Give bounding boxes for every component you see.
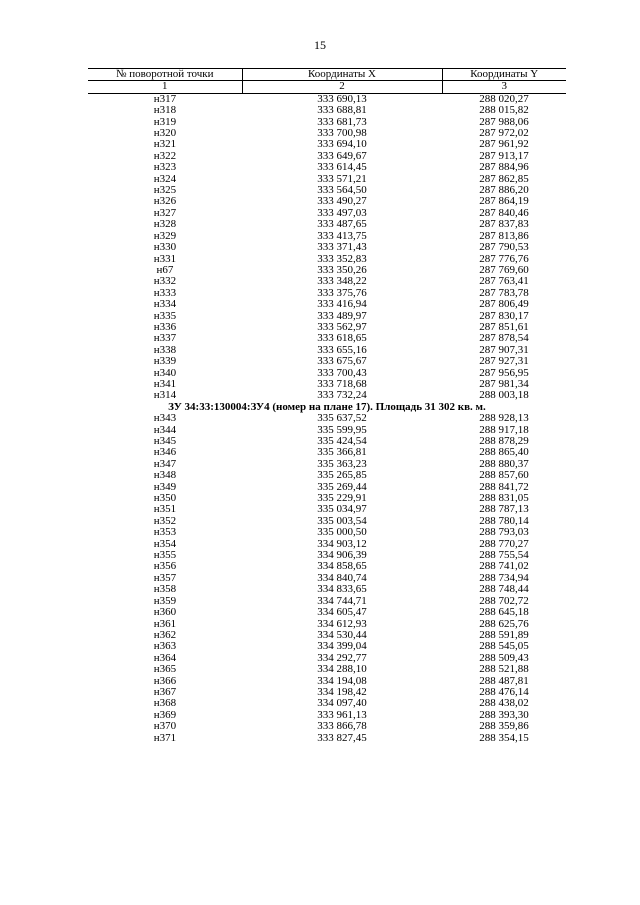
coordinate-x-cell: 333 489,97 <box>317 309 367 322</box>
coordinate-x-cell: 333 487,65 <box>317 218 367 231</box>
header-coordinate-y: Координаты Y <box>442 69 566 81</box>
point-number-cell: н347 <box>153 457 177 470</box>
coordinate-y-cell: 288 359,86 <box>479 720 529 733</box>
column-number-row <box>88 81 566 93</box>
coordinate-y-cell: 288 880,37 <box>479 457 529 470</box>
point-number-cell: н334 <box>153 298 177 311</box>
coordinate-x-cell: 334 858,65 <box>317 560 367 573</box>
table-row <box>88 242 566 253</box>
point-number-cell: н325 <box>153 184 177 197</box>
coordinate-x-cell: 334 833,65 <box>317 583 367 596</box>
coordinate-y-cell: 287 884,96 <box>479 161 529 174</box>
coordinate-x-cell: 335 599,95 <box>317 423 367 436</box>
coordinate-x-cell: 334 744,71 <box>317 594 367 607</box>
column-number-1: 1 <box>88 81 242 93</box>
point-number-cell: н355 <box>153 549 177 562</box>
coordinate-y-cell: 288 509,43 <box>479 651 529 664</box>
coordinate-y-cell: 287 840,46 <box>479 206 529 219</box>
coordinate-x-cell: 335 003,54 <box>317 514 367 527</box>
table-row <box>88 470 566 481</box>
point-number-cell: н365 <box>153 663 177 676</box>
coordinate-x-cell: 335 366,81 <box>317 446 367 459</box>
table-row <box>88 607 566 618</box>
coordinate-x-cell: 334 292,77 <box>317 651 367 664</box>
point-number-cell: н336 <box>153 320 177 333</box>
point-number-cell: н344 <box>153 423 177 436</box>
point-number-cell: н346 <box>153 446 177 459</box>
coordinate-y-cell: 287 981,34 <box>479 377 529 390</box>
coordinate-y-cell: 287 776,76 <box>479 252 529 265</box>
coordinate-x-cell: 334 605,47 <box>317 606 367 619</box>
coordinate-y-cell: 287 907,31 <box>479 343 529 356</box>
point-number-cell: н341 <box>153 377 177 390</box>
table-row <box>88 527 566 538</box>
point-number-cell: н324 <box>153 172 177 185</box>
coordinate-y-cell: 287 972,02 <box>479 127 529 140</box>
table-row <box>88 413 566 424</box>
table-row <box>88 356 566 367</box>
point-number-cell: н358 <box>153 583 177 596</box>
coordinate-x-cell: 333 571,21 <box>317 172 367 185</box>
header-row <box>88 69 566 81</box>
point-number-cell: н323 <box>153 161 177 174</box>
point-number-cell: н364 <box>153 651 177 664</box>
page-number: 15 <box>314 38 326 52</box>
coordinate-x-cell: 333 675,67 <box>317 355 367 368</box>
coordinate-x-cell: 333 352,83 <box>317 252 367 265</box>
coordinate-y-cell: 287 813,86 <box>479 229 529 242</box>
coordinate-y-cell: 288 591,89 <box>479 628 529 641</box>
point-number-cell: н333 <box>153 286 177 299</box>
table-row <box>88 641 566 652</box>
point-number-cell: н321 <box>153 138 177 151</box>
coordinate-y-cell: 288 393,30 <box>479 708 529 721</box>
coordinate-x-cell: 333 562,97 <box>317 320 367 333</box>
table-header <box>88 69 566 94</box>
header-coordinate-x: Координаты X <box>242 69 442 81</box>
coordinate-x-cell: 334 906,39 <box>317 549 367 562</box>
point-number-cell: н348 <box>153 469 177 482</box>
point-number-cell: н362 <box>153 628 177 641</box>
coordinate-y-cell: 288 702,72 <box>479 594 529 607</box>
coordinate-y-cell: 288 755,54 <box>479 549 529 562</box>
coordinate-x-cell: 333 497,03 <box>317 206 367 219</box>
header-point-number: № поворотной точки <box>88 69 242 81</box>
point-number-cell: н329 <box>153 229 177 242</box>
point-number-cell: н335 <box>153 309 177 322</box>
coordinate-y-cell: 287 956,95 <box>479 366 529 379</box>
coordinate-x-cell: 333 490,27 <box>317 195 367 208</box>
coordinate-x-cell: 335 363,23 <box>317 457 367 470</box>
coordinate-x-cell: 334 612,93 <box>317 617 367 630</box>
point-number-cell: н360 <box>153 606 177 619</box>
coordinate-x-cell: 335 265,85 <box>317 469 367 482</box>
coordinate-x-cell: 333 961,13 <box>317 708 367 721</box>
point-number-cell: н320 <box>153 127 177 140</box>
point-number-cell: н366 <box>153 674 177 687</box>
column-number-2: 2 <box>242 81 442 93</box>
table-body-b <box>88 413 566 744</box>
point-number-cell: н317 <box>153 92 177 105</box>
coordinate-y-cell: 288 793,03 <box>479 526 529 539</box>
coordinate-x-cell: 335 229,91 <box>317 492 367 505</box>
coordinate-x-cell: 334 097,40 <box>317 697 367 710</box>
coordinate-x-cell: 333 350,26 <box>317 263 367 276</box>
coordinate-x-cell: 333 614,45 <box>317 161 367 174</box>
coordinate-y-cell: 287 806,49 <box>479 298 529 311</box>
coordinate-y-cell: 288 003,18 <box>479 389 529 402</box>
coordinate-x-cell: 333 866,78 <box>317 720 367 733</box>
table-row <box>88 219 566 230</box>
coordinate-y-cell: 287 988,06 <box>479 115 529 128</box>
coordinate-y-cell: 288 645,18 <box>479 606 529 619</box>
point-number-cell: н343 <box>153 412 177 425</box>
point-number-cell: н359 <box>153 594 177 607</box>
point-number-cell: н369 <box>153 708 177 721</box>
coordinate-x-cell: 335 000,50 <box>317 526 367 539</box>
coordinate-y-cell: 288 354,15 <box>479 731 529 744</box>
point-number-cell: н371 <box>153 731 177 744</box>
point-number-cell: н350 <box>153 492 177 505</box>
coordinate-y-cell: 287 851,61 <box>479 320 529 333</box>
point-number-cell: н331 <box>153 252 177 265</box>
table-row <box>88 299 566 310</box>
coordinate-x-cell: 333 371,43 <box>317 241 367 254</box>
coordinate-x-cell: 335 034,97 <box>317 503 367 516</box>
point-number-cell: н338 <box>153 343 177 356</box>
coordinate-x-cell: 334 399,04 <box>317 640 367 653</box>
coordinate-x-cell: 333 618,65 <box>317 332 367 345</box>
point-number-cell: н367 <box>153 685 177 698</box>
coordinate-x-cell: 333 416,94 <box>317 298 367 311</box>
coordinate-y-cell: 288 770,27 <box>479 537 529 550</box>
point-number-cell: н361 <box>153 617 177 630</box>
coordinate-x-cell: 334 198,42 <box>317 685 367 698</box>
coordinate-y-cell: 288 748,44 <box>479 583 529 596</box>
coordinate-x-cell: 333 413,75 <box>317 229 367 242</box>
point-number-cell: н322 <box>153 149 177 162</box>
point-number-cell: н327 <box>153 206 177 219</box>
coordinate-y-cell: 287 961,92 <box>479 138 529 151</box>
coordinate-y-cell: 287 862,85 <box>479 172 529 185</box>
coordinate-y-cell: 288 857,60 <box>479 469 529 482</box>
coordinate-x-cell: 333 700,98 <box>317 127 367 140</box>
table-body-a <box>88 93 566 401</box>
point-number-cell: н328 <box>153 218 177 231</box>
coordinate-x-cell: 333 700,43 <box>317 366 367 379</box>
coordinate-y-cell: 288 878,29 <box>479 435 529 447</box>
coordinates-table <box>88 68 566 744</box>
point-number-cell: н330 <box>153 241 177 254</box>
coordinate-x-cell: 334 530,44 <box>317 628 367 641</box>
table-row <box>88 664 566 675</box>
point-number-cell: н332 <box>153 275 177 288</box>
table-row <box>88 733 566 744</box>
table-row <box>88 162 566 173</box>
table-row <box>88 276 566 287</box>
point-number-cell: н319 <box>153 115 177 128</box>
coordinate-x-cell: 334 903,12 <box>317 537 367 550</box>
column-number-3: 3 <box>442 81 566 93</box>
coordinate-y-cell: 288 928,13 <box>479 412 529 425</box>
coordinate-y-cell: 288 831,05 <box>479 492 529 505</box>
coordinate-x-cell: 333 564,50 <box>317 184 367 197</box>
coordinate-x-cell: 333 690,13 <box>317 92 367 105</box>
coordinate-y-cell: 287 790,53 <box>479 241 529 254</box>
coordinate-y-cell: 288 476,14 <box>479 685 529 698</box>
coordinate-x-cell: 333 649,67 <box>317 149 367 162</box>
coordinate-x-cell: 335 269,44 <box>317 480 367 493</box>
coordinate-y-cell: 287 878,54 <box>479 332 529 345</box>
coordinate-x-cell: 333 655,16 <box>317 343 367 356</box>
coordinate-y-cell: 287 864,19 <box>479 195 529 208</box>
coordinate-y-cell: 288 741,02 <box>479 560 529 573</box>
coordinate-x-cell: 335 424,54 <box>317 435 367 447</box>
coordinate-y-cell: 287 783,78 <box>479 286 529 299</box>
point-number-cell: н363 <box>153 640 177 653</box>
coordinate-y-cell: 287 769,60 <box>479 263 529 276</box>
coordinate-y-cell: 287 837,83 <box>479 218 529 231</box>
point-number-cell: н339 <box>153 355 177 368</box>
point-number-cell: н318 <box>153 104 177 117</box>
coordinate-y-cell: 288 787,13 <box>479 503 529 516</box>
point-number-cell: н368 <box>153 697 177 710</box>
coordinate-y-cell: 288 020,27 <box>479 92 529 105</box>
coordinate-y-cell: 288 545,05 <box>479 640 529 653</box>
coordinate-y-cell: 287 913,17 <box>479 149 529 162</box>
coordinate-x-cell: 333 375,76 <box>317 286 367 299</box>
coordinate-y-cell: 288 521,88 <box>479 663 529 676</box>
point-number-cell: н356 <box>153 560 177 573</box>
coordinate-y-cell: 287 927,31 <box>479 355 529 368</box>
point-number-cell: н314 <box>153 389 177 402</box>
coordinate-y-cell: 288 625,76 <box>479 617 529 630</box>
point-number-cell: н353 <box>153 526 177 539</box>
point-number-cell: н357 <box>153 571 177 584</box>
coordinate-x-cell: 334 840,74 <box>317 571 367 584</box>
table-row <box>88 721 566 732</box>
coordinate-y-cell: 288 841,72 <box>479 480 529 493</box>
coordinate-x-cell: 333 348,22 <box>317 275 367 288</box>
point-number-cell: н326 <box>153 195 177 208</box>
coordinate-x-cell: 333 688,81 <box>317 104 367 117</box>
coordinate-x-cell: 333 732,24 <box>317 389 367 402</box>
coordinate-y-cell: 287 886,20 <box>479 184 529 197</box>
coordinate-x-cell: 333 681,73 <box>317 115 367 128</box>
point-number-cell: н352 <box>153 514 177 527</box>
coordinate-y-cell: 288 865,40 <box>479 446 529 459</box>
table-row <box>88 105 566 116</box>
coordinate-y-cell: 288 780,14 <box>479 514 529 527</box>
coordinate-x-cell: 334 288,10 <box>317 663 367 676</box>
coordinate-x-cell: 333 827,45 <box>317 731 367 744</box>
coordinate-x-cell: 334 194,08 <box>317 674 367 687</box>
coordinate-x-cell: 333 694,10 <box>317 138 367 151</box>
section-heading: ЗУ 34:33:130004:ЗУ4 (номер на плане 17). Площадь 31 302 кв. м. <box>168 400 486 413</box>
coordinate-x-cell: 335 637,52 <box>317 412 367 425</box>
point-number-cell: н337 <box>153 332 177 345</box>
coordinate-y-cell: 288 917,18 <box>479 423 529 436</box>
point-number-cell: н345 <box>153 435 177 447</box>
table-row <box>88 584 566 595</box>
point-number-cell: н349 <box>153 480 177 493</box>
point-number-cell: н351 <box>153 503 177 516</box>
coordinate-y-cell: 287 830,17 <box>479 309 529 322</box>
coordinate-y-cell: 288 438,02 <box>479 697 529 710</box>
coordinate-y-cell: 287 763,41 <box>479 275 529 288</box>
point-number-cell: н354 <box>153 537 177 550</box>
point-number-cell: н340 <box>153 366 177 379</box>
coordinate-y-cell: 288 734,94 <box>479 571 529 584</box>
coordinate-x-cell: 333 718,68 <box>317 377 367 390</box>
point-number-cell: н67 <box>156 263 174 276</box>
coordinate-y-cell: 288 487,81 <box>479 674 529 687</box>
point-number-cell: н370 <box>153 720 177 733</box>
coordinate-y-cell: 288 015,82 <box>479 104 529 117</box>
